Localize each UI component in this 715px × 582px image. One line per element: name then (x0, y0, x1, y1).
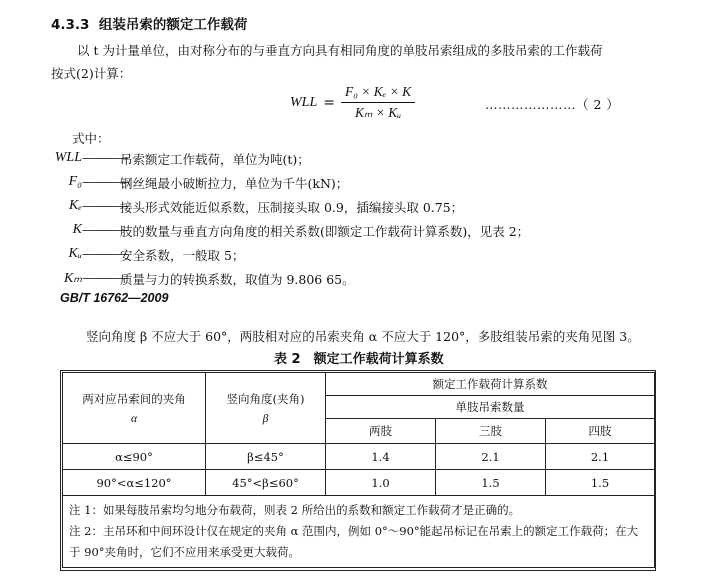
definition-dash: ———— (82, 222, 128, 237)
table-title: 表 2 额定工作载荷计算系数 (274, 352, 444, 367)
header-four-leg: 四肢 (546, 419, 655, 444)
section-title: 组装吊索的额定工作载荷 (98, 17, 248, 33)
table-row (63, 444, 655, 470)
definition-row (0, 246, 244, 264)
definition-text: 接头形式效能近似系数，压制接头取 0.9，插编接头取 0.75； (120, 200, 464, 215)
definition-dash: ———— (82, 174, 128, 189)
definition-symbol: Kᵤ (68, 246, 82, 261)
standard-code: GB/T 16762—2009 (60, 291, 169, 305)
definition-symbol: Kₘ (63, 271, 82, 286)
cell-value: 1.4 (326, 444, 436, 470)
header-alpha (63, 373, 206, 444)
definition-text: 肢的数量与垂直方向角度的相关系数(即额定工作载荷计算系数)，见表 2； (120, 224, 530, 239)
definition-symbol: WLL (54, 150, 82, 165)
formula-numerator: F₀ × Kₑ × K (341, 84, 415, 103)
definition-symbol: F₀ (68, 174, 82, 189)
intro-line-1: 以 t 为计量单位，由对称分布的与垂直方向具有相同角度的单肢吊索组成的多肢吊索的工作载荷 (77, 43, 603, 58)
definition-row (0, 150, 310, 168)
header-alpha-symbol: α (130, 413, 138, 425)
header-beta (206, 373, 326, 444)
cell-beta: β≤45° (206, 444, 326, 470)
definition-dash: ———— (82, 150, 128, 165)
table-note-2: 注 2：主吊环和中间环设计仅在规定的夹角 α 范围内，例如 0°～90°能起吊标记在吊索上的额定工作载荷；在大于 90°夹角时，它们不应用来承受更大载荷。 (69, 524, 639, 559)
cell-alpha: α≤90° (63, 444, 206, 470)
definition-dash: ———— (82, 198, 128, 213)
definition-dash: ———— (82, 270, 128, 285)
formula-lhs: WLL (290, 94, 318, 110)
cell-value: 1.5 (436, 470, 546, 496)
definition-row (0, 222, 529, 240)
header-alpha-label: 两对应吊索间的夹角 (82, 392, 186, 406)
definition-text: 吊索额定工作载荷，单位为吨(t)； (120, 152, 310, 167)
definition-text: 质量与力的转换系数，取值为 9.806 65。 (120, 272, 355, 287)
header-coefficient-group: 额定工作载荷计算系数 (326, 373, 655, 396)
formula-denominator: Kₘ × Kᵤ (354, 105, 402, 120)
formula (290, 84, 415, 121)
header-two-leg: 两肢 (326, 419, 436, 444)
section-number: 4.3.3 (51, 17, 90, 33)
definition-text: 安全系数，一般取 5； (120, 248, 245, 263)
where-label: 式中： (72, 131, 110, 146)
definition-dash: ———— (82, 246, 128, 261)
definition-row (0, 198, 463, 216)
header-beta-symbol: β (262, 413, 269, 425)
coefficient-table (62, 372, 655, 568)
cell-value: 2.1 (436, 444, 546, 470)
cell-value: 1.0 (326, 470, 436, 496)
cell-value: 1.5 (546, 470, 655, 496)
intro-line-2: 按式(2)计算： (51, 66, 132, 81)
table-note-row (63, 496, 655, 568)
definition-symbol: K (72, 222, 82, 237)
formula-number: …………………（ 2 ） (485, 97, 620, 112)
table-header-row (63, 373, 655, 396)
angle-note: 竖向角度 β 不应大于 60°，两肢相对应的吊索夹角 α 不应大于 120°，多肢组装吊索的夹角见图 3。 (86, 329, 640, 344)
formula-equals: = (323, 94, 335, 111)
cell-alpha: 90°<α≤120° (63, 470, 206, 496)
definition-row (0, 270, 355, 288)
definition-row (0, 174, 348, 192)
cell-value: 2.1 (546, 444, 655, 470)
table-notes (63, 496, 655, 568)
table-row (63, 470, 655, 496)
header-leg-count: 单肢吊索数量 (326, 396, 655, 419)
definition-text: 钢丝绳最小破断拉力，单位为千牛(kN)； (120, 176, 349, 191)
cell-beta: 45°<β≤60° (206, 470, 326, 496)
formula-fraction (341, 84, 415, 121)
header-three-leg: 三肢 (436, 419, 546, 444)
section-heading (51, 13, 247, 33)
table-note-1: 注 1：如果每肢吊索均匀地分布载荷，则表 2 所给出的系数和额定工作载荷才是正确的。 (69, 503, 521, 517)
header-beta-label: 竖向角度(夹角) (226, 392, 305, 406)
definition-symbol: Kₑ (68, 198, 82, 213)
